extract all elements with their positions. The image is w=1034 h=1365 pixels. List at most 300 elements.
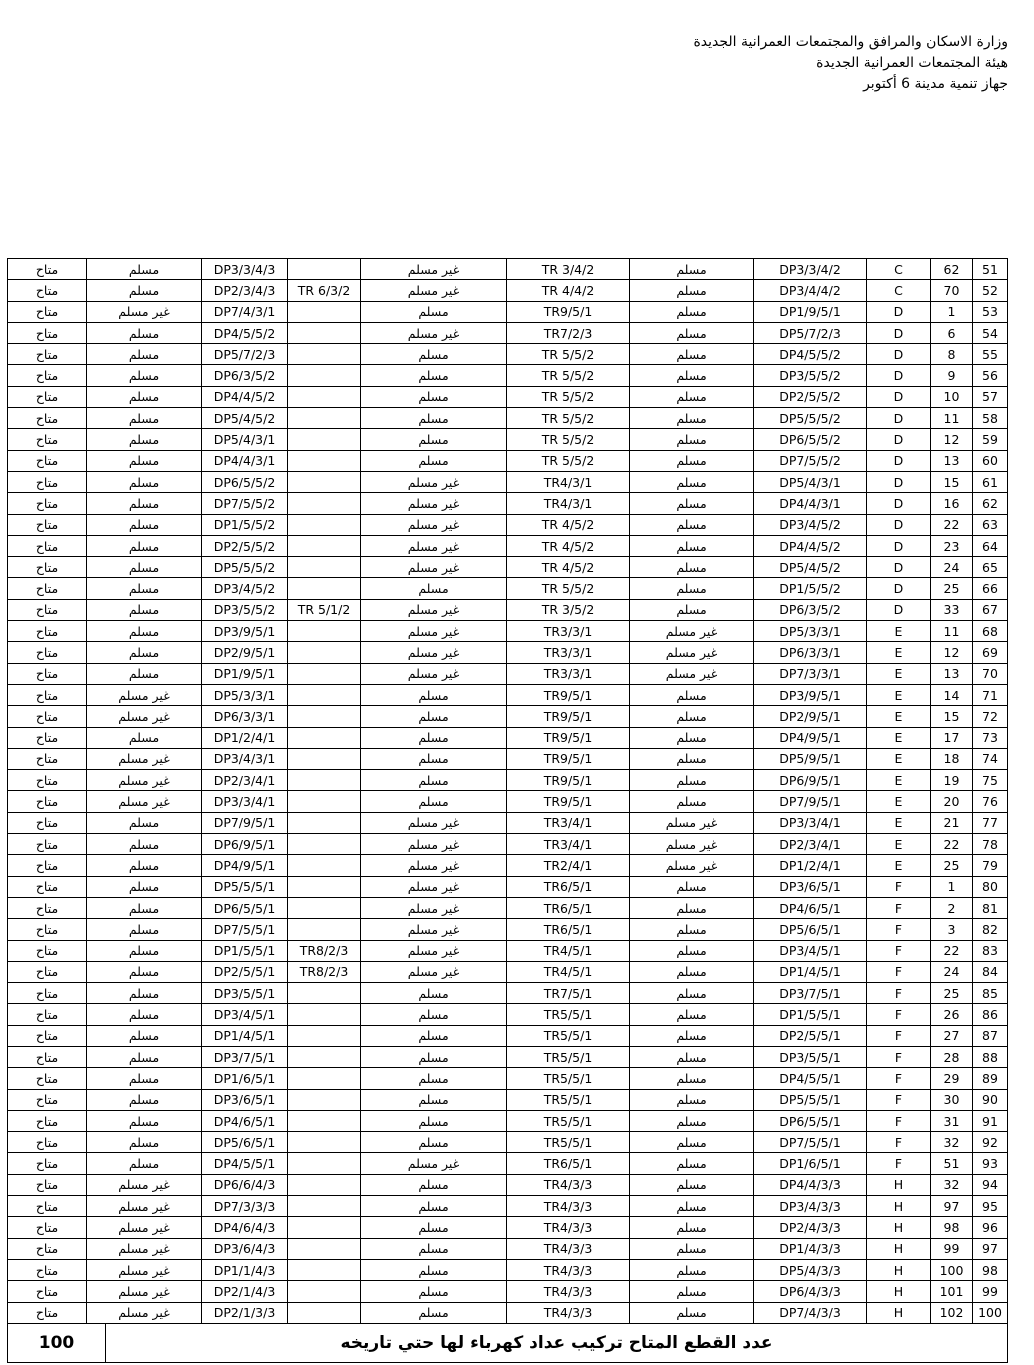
availability-cell: متاح xyxy=(8,450,87,471)
availability-cell: متاح xyxy=(8,1004,87,1025)
alt-status-cell: غير مسلم xyxy=(87,1217,202,1238)
table-row xyxy=(8,1302,1008,1323)
zone-letter-cell: F xyxy=(867,961,931,982)
alt-status-cell: مسلم xyxy=(87,535,202,556)
delivery-status-cell: مسلم xyxy=(630,599,754,620)
row-number-cell: 90 xyxy=(973,1089,1008,1110)
table-row xyxy=(8,834,1008,855)
extra-tr-code-cell xyxy=(288,450,361,471)
table-row xyxy=(8,450,1008,471)
availability-cell: متاح xyxy=(8,621,87,642)
extra-tr-code-cell xyxy=(288,493,361,514)
delivery-status-cell: مسلم xyxy=(630,493,754,514)
dp-code-cell: DP2/4/3/3 xyxy=(754,1217,867,1238)
tr-status-cell: غير مسلم xyxy=(361,557,507,578)
extra-tr-code-cell xyxy=(288,1004,361,1025)
row-number-cell: 83 xyxy=(973,940,1008,961)
alt-status-cell: غير مسلم xyxy=(87,1174,202,1195)
availability-cell: متاح xyxy=(8,663,87,684)
tr-code-cell: TR4/3/1 xyxy=(507,471,630,492)
plot-number-cell: 1 xyxy=(931,876,973,897)
delivery-status-cell: مسلم xyxy=(630,514,754,535)
availability-cell: متاح xyxy=(8,471,87,492)
alt-dp-code-cell: DP1/9/5/1 xyxy=(202,663,288,684)
alt-status-cell: مسلم xyxy=(87,727,202,748)
extra-tr-code-cell xyxy=(288,365,361,386)
table-row xyxy=(8,280,1008,301)
dp-code-cell: DP6/9/5/1 xyxy=(754,770,867,791)
row-number-cell: 55 xyxy=(973,344,1008,365)
tr-code-cell: TR 4/5/2 xyxy=(507,535,630,556)
tr-status-cell: غير مسلم xyxy=(361,897,507,918)
dp-code-cell: DP4/4/3/3 xyxy=(754,1174,867,1195)
tr-code-cell: TR9/5/1 xyxy=(507,770,630,791)
alt-status-cell: مسلم xyxy=(87,1089,202,1110)
plot-number-cell: 31 xyxy=(931,1110,973,1131)
tr-status-cell: مسلم xyxy=(361,1217,507,1238)
alt-dp-code-cell: DP5/3/3/1 xyxy=(202,684,288,705)
tr-status-cell: غير مسلم xyxy=(361,259,507,280)
dp-code-cell: DP5/5/5/2 xyxy=(754,408,867,429)
delivery-status-cell: مسلم xyxy=(630,535,754,556)
row-number-cell: 96 xyxy=(973,1217,1008,1238)
extra-tr-code-cell xyxy=(288,301,361,322)
delivery-status-cell: مسلم xyxy=(630,1259,754,1280)
delivery-status-cell: مسلم xyxy=(630,770,754,791)
tr-code-cell: TR4/3/3 xyxy=(507,1259,630,1280)
dp-code-cell: DP1/4/3/3 xyxy=(754,1238,867,1259)
tr-status-cell: مسلم xyxy=(361,386,507,407)
dp-code-cell: DP3/4/5/1 xyxy=(754,940,867,961)
delivery-status-cell: غير مسلم xyxy=(630,663,754,684)
row-number-cell: 95 xyxy=(973,1196,1008,1217)
tr-code-cell: TR 5/5/2 xyxy=(507,386,630,407)
alt-dp-code-cell: DP7/9/5/1 xyxy=(202,812,288,833)
table-row xyxy=(8,727,1008,748)
tr-status-cell: مسلم xyxy=(361,429,507,450)
tr-status-cell: مسلم xyxy=(361,301,507,322)
availability-cell: متاح xyxy=(8,408,87,429)
table-row xyxy=(8,599,1008,620)
tr-status-cell: غير مسلم xyxy=(361,621,507,642)
availability-cell: متاح xyxy=(8,1132,87,1153)
row-number-cell: 93 xyxy=(973,1153,1008,1174)
tr-code-cell: TR3/4/1 xyxy=(507,812,630,833)
extra-tr-code-cell: TR8/2/3 xyxy=(288,940,361,961)
zone-letter-cell: H xyxy=(867,1217,931,1238)
row-number-cell: 77 xyxy=(973,812,1008,833)
delivery-status-cell: مسلم xyxy=(630,983,754,1004)
alt-status-cell: غير مسلم xyxy=(87,1302,202,1323)
tr-status-cell: مسلم xyxy=(361,1238,507,1259)
zone-letter-cell: E xyxy=(867,770,931,791)
extra-tr-code-cell xyxy=(288,791,361,812)
dp-code-cell: DP2/5/5/2 xyxy=(754,386,867,407)
table-row xyxy=(8,408,1008,429)
row-number-cell: 85 xyxy=(973,983,1008,1004)
tr-code-cell: TR 3/4/2 xyxy=(507,259,630,280)
tr-code-cell: TR9/5/1 xyxy=(507,727,630,748)
tr-code-cell: TR6/5/1 xyxy=(507,919,630,940)
table-row xyxy=(8,983,1008,1004)
delivery-status-cell: مسلم xyxy=(630,1281,754,1302)
plot-number-cell: 102 xyxy=(931,1302,973,1323)
dp-code-cell: DP1/9/5/1 xyxy=(754,301,867,322)
tr-status-cell: مسلم xyxy=(361,408,507,429)
tr-code-cell: TR5/5/1 xyxy=(507,1025,630,1046)
dp-code-cell: DP2/5/5/1 xyxy=(754,1025,867,1046)
alt-dp-code-cell: DP5/7/2/3 xyxy=(202,344,288,365)
delivery-status-cell: مسلم xyxy=(630,450,754,471)
alt-status-cell: مسلم xyxy=(87,876,202,897)
alt-status-cell: غير مسلم xyxy=(87,301,202,322)
tr-code-cell: TR4/5/1 xyxy=(507,961,630,982)
dp-code-cell: DP6/5/5/1 xyxy=(754,1110,867,1131)
availability-cell: متاح xyxy=(8,940,87,961)
table-row xyxy=(8,642,1008,663)
alt-status-cell: غير مسلم xyxy=(87,1281,202,1302)
table-row xyxy=(8,770,1008,791)
tr-status-cell: غير مسلم xyxy=(361,599,507,620)
delivery-status-cell: غير مسلم xyxy=(630,621,754,642)
zone-letter-cell: D xyxy=(867,514,931,535)
delivery-status-cell: مسلم xyxy=(630,386,754,407)
row-number-cell: 76 xyxy=(973,791,1008,812)
tr-code-cell: TR3/3/1 xyxy=(507,642,630,663)
row-number-cell: 57 xyxy=(973,386,1008,407)
alt-dp-code-cell: DP3/5/5/1 xyxy=(202,983,288,1004)
dp-code-cell: DP1/5/5/2 xyxy=(754,578,867,599)
delivery-status-cell: مسلم xyxy=(630,1025,754,1046)
extra-tr-code-cell xyxy=(288,706,361,727)
delivery-status-cell: مسلم xyxy=(630,1302,754,1323)
availability-cell: متاح xyxy=(8,1174,87,1195)
tr-status-cell: مسلم xyxy=(361,1004,507,1025)
plot-number-cell: 99 xyxy=(931,1238,973,1259)
alt-status-cell: مسلم xyxy=(87,493,202,514)
alt-status-cell: مسلم xyxy=(87,983,202,1004)
alt-status-cell: مسلم xyxy=(87,322,202,343)
extra-tr-code-cell xyxy=(288,322,361,343)
row-number-cell: 81 xyxy=(973,897,1008,918)
tr-code-cell: TR3/4/1 xyxy=(507,834,630,855)
dp-code-cell: DP7/3/3/1 xyxy=(754,663,867,684)
availability-cell: متاح xyxy=(8,642,87,663)
tr-status-cell: مسلم xyxy=(361,1302,507,1323)
summary-row xyxy=(7,1323,1008,1363)
zone-letter-cell: F xyxy=(867,1089,931,1110)
city-agency-name: جهاز تنمية مدينة 6 أكتوبر xyxy=(863,76,1008,92)
alt-status-cell: مسلم xyxy=(87,1110,202,1131)
zone-letter-cell: D xyxy=(867,386,931,407)
table-row xyxy=(8,706,1008,727)
delivery-status-cell: مسلم xyxy=(630,557,754,578)
dp-code-cell: DP5/4/3/3 xyxy=(754,1259,867,1280)
row-number-cell: 59 xyxy=(973,429,1008,450)
plot-number-cell: 14 xyxy=(931,684,973,705)
alt-status-cell: مسلم xyxy=(87,1004,202,1025)
delivery-status-cell: مسلم xyxy=(630,1196,754,1217)
plot-number-cell: 13 xyxy=(931,450,973,471)
zone-letter-cell: E xyxy=(867,706,931,727)
availability-cell: متاح xyxy=(8,1259,87,1280)
extra-tr-code-cell xyxy=(288,386,361,407)
tr-code-cell: TR 5/5/2 xyxy=(507,578,630,599)
dp-code-cell: DP5/7/2/3 xyxy=(754,322,867,343)
row-number-cell: 88 xyxy=(973,1046,1008,1067)
plot-number-cell: 25 xyxy=(931,983,973,1004)
alt-dp-code-cell: DP6/3/3/1 xyxy=(202,706,288,727)
tr-code-cell: TR9/5/1 xyxy=(507,684,630,705)
extra-tr-code-cell xyxy=(288,855,361,876)
tr-status-cell: مسلم xyxy=(361,344,507,365)
dp-code-cell: DP4/9/5/1 xyxy=(754,727,867,748)
alt-status-cell: غير مسلم xyxy=(87,1238,202,1259)
zone-letter-cell: C xyxy=(867,259,931,280)
extra-tr-code-cell xyxy=(288,642,361,663)
plot-number-cell: 23 xyxy=(931,535,973,556)
summary-label: عدد القطع المتاح تركيب عداد كهرباء لها حتي تاريخه xyxy=(106,1324,1008,1363)
alt-status-cell: مسلم xyxy=(87,280,202,301)
tr-code-cell: TR7/2/3 xyxy=(507,322,630,343)
tr-status-cell: مسلم xyxy=(361,1259,507,1280)
tr-code-cell: TR4/3/3 xyxy=(507,1174,630,1195)
row-number-cell: 99 xyxy=(973,1281,1008,1302)
zone-letter-cell: F xyxy=(867,1110,931,1131)
dp-code-cell: DP6/3/3/1 xyxy=(754,642,867,663)
alt-dp-code-cell: DP6/5/5/2 xyxy=(202,471,288,492)
row-number-cell: 75 xyxy=(973,770,1008,791)
plot-number-cell: 33 xyxy=(931,599,973,620)
tr-code-cell: TR6/5/1 xyxy=(507,1153,630,1174)
tr-status-cell: مسلم xyxy=(361,1025,507,1046)
extra-tr-code-cell xyxy=(288,1196,361,1217)
alt-dp-code-cell: DP5/5/5/1 xyxy=(202,876,288,897)
zone-letter-cell: H xyxy=(867,1174,931,1195)
delivery-status-cell: مسلم xyxy=(630,1132,754,1153)
plot-number-cell: 25 xyxy=(931,578,973,599)
row-number-cell: 51 xyxy=(973,259,1008,280)
alt-dp-code-cell: DP7/4/3/1 xyxy=(202,301,288,322)
row-number-cell: 52 xyxy=(973,280,1008,301)
table-row xyxy=(8,855,1008,876)
alt-status-cell: مسلم xyxy=(87,663,202,684)
row-number-cell: 58 xyxy=(973,408,1008,429)
row-number-cell: 69 xyxy=(973,642,1008,663)
table-row xyxy=(8,961,1008,982)
zone-letter-cell: H xyxy=(867,1196,931,1217)
alt-dp-code-cell: DP4/5/5/2 xyxy=(202,322,288,343)
table-row xyxy=(8,386,1008,407)
availability-cell: متاح xyxy=(8,1110,87,1131)
tr-status-cell: غير مسلم xyxy=(361,919,507,940)
tr-status-cell: غير مسلم xyxy=(361,535,507,556)
delivery-status-cell: مسلم xyxy=(630,1217,754,1238)
table-row xyxy=(8,621,1008,642)
extra-tr-code-cell xyxy=(288,1153,361,1174)
extra-tr-code-cell xyxy=(288,1132,361,1153)
plot-number-cell: 18 xyxy=(931,748,973,769)
dp-code-cell: DP6/5/5/2 xyxy=(754,429,867,450)
alt-dp-code-cell: DP5/4/5/2 xyxy=(202,408,288,429)
dp-code-cell: DP1/5/5/1 xyxy=(754,1004,867,1025)
table-row xyxy=(8,1238,1008,1259)
table-row xyxy=(8,684,1008,705)
tr-code-cell: TR5/5/1 xyxy=(507,1004,630,1025)
tr-status-cell: مسلم xyxy=(361,1068,507,1089)
extra-tr-code-cell xyxy=(288,919,361,940)
extra-tr-code-cell xyxy=(288,770,361,791)
plot-number-cell: 101 xyxy=(931,1281,973,1302)
delivery-status-cell: مسلم xyxy=(630,727,754,748)
availability-cell: متاح xyxy=(8,897,87,918)
alt-dp-code-cell: DP2/9/5/1 xyxy=(202,642,288,663)
alt-status-cell: مسلم xyxy=(87,855,202,876)
plot-number-cell: 27 xyxy=(931,1025,973,1046)
delivery-status-cell: مسلم xyxy=(630,1004,754,1025)
alt-dp-code-cell: DP6/5/5/1 xyxy=(202,897,288,918)
delivery-status-cell: مسلم xyxy=(630,1153,754,1174)
delivery-status-cell: مسلم xyxy=(630,301,754,322)
delivery-status-cell: مسلم xyxy=(630,1089,754,1110)
zone-letter-cell: D xyxy=(867,408,931,429)
alt-status-cell: غير مسلم xyxy=(87,706,202,727)
tr-code-cell: TR4/3/1 xyxy=(507,493,630,514)
alt-dp-code-cell: DP5/5/5/2 xyxy=(202,557,288,578)
extra-tr-code-cell xyxy=(288,1302,361,1323)
delivery-status-cell: مسلم xyxy=(630,365,754,386)
dp-code-cell: DP5/5/5/1 xyxy=(754,1089,867,1110)
row-number-cell: 92 xyxy=(973,1132,1008,1153)
extra-tr-code-cell: TR 6/3/2 xyxy=(288,280,361,301)
plot-number-cell: 12 xyxy=(931,642,973,663)
availability-cell: متاح xyxy=(8,344,87,365)
zone-letter-cell: D xyxy=(867,471,931,492)
tr-code-cell: TR4/3/3 xyxy=(507,1238,630,1259)
plot-number-cell: 22 xyxy=(931,834,973,855)
zone-letter-cell: H xyxy=(867,1238,931,1259)
zone-letter-cell: D xyxy=(867,322,931,343)
tr-status-cell: غير مسلم xyxy=(361,514,507,535)
table-row xyxy=(8,1089,1008,1110)
plot-number-cell: 15 xyxy=(931,471,973,492)
row-number-cell: 98 xyxy=(973,1259,1008,1280)
availability-cell: متاح xyxy=(8,514,87,535)
dp-code-cell: DP3/5/5/2 xyxy=(754,365,867,386)
zone-letter-cell: F xyxy=(867,1153,931,1174)
alt-dp-code-cell: DP3/6/4/3 xyxy=(202,1238,288,1259)
zone-letter-cell: E xyxy=(867,684,931,705)
zone-letter-cell: E xyxy=(867,621,931,642)
zone-letter-cell: E xyxy=(867,812,931,833)
availability-cell: متاح xyxy=(8,429,87,450)
alt-dp-code-cell: DP7/5/5/1 xyxy=(202,919,288,940)
alt-status-cell: غير مسلم xyxy=(87,791,202,812)
tr-status-cell: غير مسلم xyxy=(361,812,507,833)
delivery-status-cell: مسلم xyxy=(630,344,754,365)
extra-tr-code-cell xyxy=(288,578,361,599)
dp-code-cell: DP4/4/5/2 xyxy=(754,535,867,556)
table-row xyxy=(8,1153,1008,1174)
tr-code-cell: TR7/5/1 xyxy=(507,983,630,1004)
tr-status-cell: مسلم xyxy=(361,1110,507,1131)
tr-status-cell: مسلم xyxy=(361,1196,507,1217)
tr-status-cell: غير مسلم xyxy=(361,322,507,343)
alt-status-cell: مسلم xyxy=(87,578,202,599)
delivery-status-cell: مسلم xyxy=(630,961,754,982)
delivery-status-cell: مسلم xyxy=(630,1068,754,1089)
delivery-status-cell: مسلم xyxy=(630,259,754,280)
extra-tr-code-cell xyxy=(288,1089,361,1110)
row-number-cell: 73 xyxy=(973,727,1008,748)
delivery-status-cell: مسلم xyxy=(630,897,754,918)
table-row xyxy=(8,535,1008,556)
extra-tr-code-cell xyxy=(288,727,361,748)
dp-code-cell: DP3/4/3/3 xyxy=(754,1196,867,1217)
tr-status-cell: مسلم xyxy=(361,1132,507,1153)
alt-status-cell: مسلم xyxy=(87,259,202,280)
plot-number-cell: 32 xyxy=(931,1132,973,1153)
delivery-status-cell: مسلم xyxy=(630,1046,754,1067)
alt-dp-code-cell: DP3/7/5/1 xyxy=(202,1046,288,1067)
availability-cell: متاح xyxy=(8,876,87,897)
row-number-cell: 78 xyxy=(973,834,1008,855)
alt-status-cell: غير مسلم xyxy=(87,770,202,791)
plot-number-cell: 10 xyxy=(931,386,973,407)
extra-tr-code-cell: TR 5/1/2 xyxy=(288,599,361,620)
dp-code-cell: DP3/5/5/1 xyxy=(754,1046,867,1067)
zone-letter-cell: H xyxy=(867,1281,931,1302)
alt-status-cell: مسلم xyxy=(87,919,202,940)
plot-number-cell: 9 xyxy=(931,365,973,386)
alt-status-cell: مسلم xyxy=(87,834,202,855)
row-number-cell: 66 xyxy=(973,578,1008,599)
dp-code-cell: DP6/3/5/2 xyxy=(754,599,867,620)
alt-status-cell: غير مسلم xyxy=(87,1196,202,1217)
extra-tr-code-cell xyxy=(288,663,361,684)
table-row xyxy=(8,344,1008,365)
plot-number-cell: 32 xyxy=(931,1174,973,1195)
availability-cell: متاح xyxy=(8,1302,87,1323)
extra-tr-code-cell xyxy=(288,514,361,535)
alt-status-cell: مسلم xyxy=(87,365,202,386)
zone-letter-cell: C xyxy=(867,280,931,301)
tr-code-cell: TR 5/5/2 xyxy=(507,365,630,386)
alt-status-cell: غير مسلم xyxy=(87,684,202,705)
plot-number-cell: 25 xyxy=(931,855,973,876)
extra-tr-code-cell xyxy=(288,429,361,450)
alt-dp-code-cell: DP1/5/5/2 xyxy=(202,514,288,535)
extra-tr-code-cell xyxy=(288,408,361,429)
tr-code-cell: TR5/5/1 xyxy=(507,1089,630,1110)
alt-dp-code-cell: DP4/4/5/2 xyxy=(202,386,288,407)
plot-number-cell: 29 xyxy=(931,1068,973,1089)
availability-cell: متاح xyxy=(8,684,87,705)
extra-tr-code-cell xyxy=(288,344,361,365)
delivery-status-cell: مسلم xyxy=(630,408,754,429)
zone-letter-cell: E xyxy=(867,663,931,684)
plot-number-cell: 8 xyxy=(931,344,973,365)
availability-cell: متاح xyxy=(8,1196,87,1217)
availability-cell: متاح xyxy=(8,493,87,514)
alt-dp-code-cell: DP2/3/4/1 xyxy=(202,770,288,791)
alt-dp-code-cell: DP1/2/4/1 xyxy=(202,727,288,748)
table-row xyxy=(8,897,1008,918)
alt-status-cell: مسلم xyxy=(87,961,202,982)
table-row xyxy=(8,365,1008,386)
zone-letter-cell: F xyxy=(867,1046,931,1067)
availability-cell: متاح xyxy=(8,855,87,876)
